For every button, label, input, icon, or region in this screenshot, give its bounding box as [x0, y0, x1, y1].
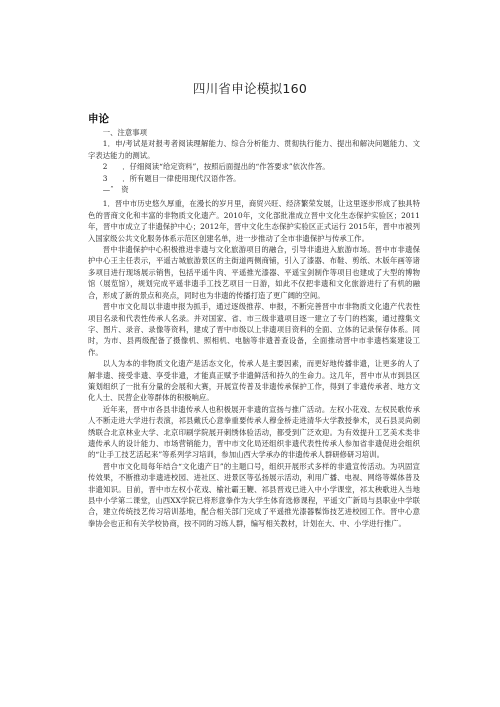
- paragraph: 1．晋中市历史悠久厚重，在漫长的岁月里，商贸兴旺、经济繁荣发展，让这里逐步形成了独具特色的晋商文化和丰富的非物质文化遗产。2010年，文化部批准成立晋中文化生态保护实验区；2011年，晋中市成立了非遗保护中心；2012年，晋中文化生态保护实验区正式运行 2015年，晋中市被列入国家级公共文化服务体系示范区创建名单，进一步推动了全市非遗保护与传承工作。: [88, 199, 420, 243]
- note-item: 2 ．仔细阅读“给定资料”，按照后面提出的“作答要求”依次作答。: [102, 162, 330, 172]
- paragraph: 晋中非遗保护中心积极推进非遗与文化旅游项目的融合，引导非遗进入旅游市场。晋中市非遗保护中心王主任表示，平遥古城旅游景区的主街道两侧商铺，引入了漆器、布鞋、剪纸、木版年画等诸多项目进行现场展示销售，包括平遥牛肉、平遥推光漆器、平遥宝剑制作等项目也建成了大型的博物馆（展览馆），规划完成平遥非遗手工技艺项目一日游，如此不仅把非遗和文化旅游进行了有机的融合，形成了新的景点和亮点，同时也为非遗的传播打造了更广阔的空间。: [88, 245, 420, 300]
- document-body: [88, 127, 420, 529]
- document-title: 四川省申论模拟160: [192, 81, 308, 96]
- paragraph: 晋中市文化局以非遗申报为抓手，通过逐级推荐、申报，不断完善晋中市非物质文化遗产代表性项目名录和代表性传承人名录。并对国家、省、市三级非遗项目逐一建立了专门的档案，通过搜集文字、图片、录音、录像等资料，建成了晋中市级以上非遗项目资料的全面、立体的记录保存体系。同时，为市、县两级配备了摄像机、照相机、电脑等非遗普查设备，全面推动晋中市非遗档案建设工作。: [88, 302, 420, 357]
- paragraph: 近年来，晋中市各县非遗传承人也积极展开非遗的宣扬与推广活动。左权小花戏、左权民歌传承人不断走进大学进行表演，祁县戴氏心意拳重要传承人穆金桥走进清华大学教授拳术，灵石县灵尚刺绣联合北京林业大学、北京印刷学院展开刺绣体验活动，都受到广泛欢迎。为有效提升工艺美术类非遗传承人的设计能力、市场营销能力，晋中市文化局还组织非遗代表性传承人参加省非遗促进会组织的“让手工技艺活起来”等系列学习培训，参加山西大学承办的非遗传承人群研修研习培训。: [88, 404, 420, 460]
- section-heading: 申论: [88, 113, 109, 125]
- note-item: 3 ．所有题目一律使用现代汉语作答。: [102, 173, 241, 183]
- materials-title: —ˆ 资: [102, 185, 129, 195]
- note-item: 1．申/考试是对报考者阅读理解能力、综合分析能力、贯彻执行能力、提出和解决问题能力、文字表达能力的测试。: [88, 139, 420, 160]
- paragraph: 以人为本的非物质文化遗产是活态文化，传承人是主要因素，而更好地传播非遗，让更多的人了解非遗、接受非遗、享受非遗，才能真正赋予非遗鲜活和持久的生命力。这几年，晋中市从市到县区策划组织了一批有分量的会展和大赛，开展宣传普及非遗传承保护工作，得到了非遗传承者、地方文化人士、民营企业等群体的积极响应。: [88, 359, 420, 403]
- notes-title: 一、注意事项: [102, 128, 148, 137]
- paragraph: 晋中市文化局每年结合“文化遗产日”的主题口号，组织开展形式多样的非遗宣传活动。为巩固宣传效果，不断推动非遗进校园、进社区、进景区等弘扬展示活动，利用广播、电视、网络等媒体普及非遗知识。目前，晋中市左权小花戏、榆社霸王鞭、祁县晋戏已进入中小学课堂，祁太秧歌进入当地县中小学第二课堂，山西XX学院已将形意拳作为大学生体育选修课程，平遥文广新局与县职业中学联合，建立传统技艺传习培训基地，配合相关部门完成了平遥推光漆器髹饰技艺进校园工作。晋中心意拳协会也正和有关学校协商，按不同的习练人群，编写相关教材，计划在大、中、小学进行推广。: [88, 461, 420, 528]
